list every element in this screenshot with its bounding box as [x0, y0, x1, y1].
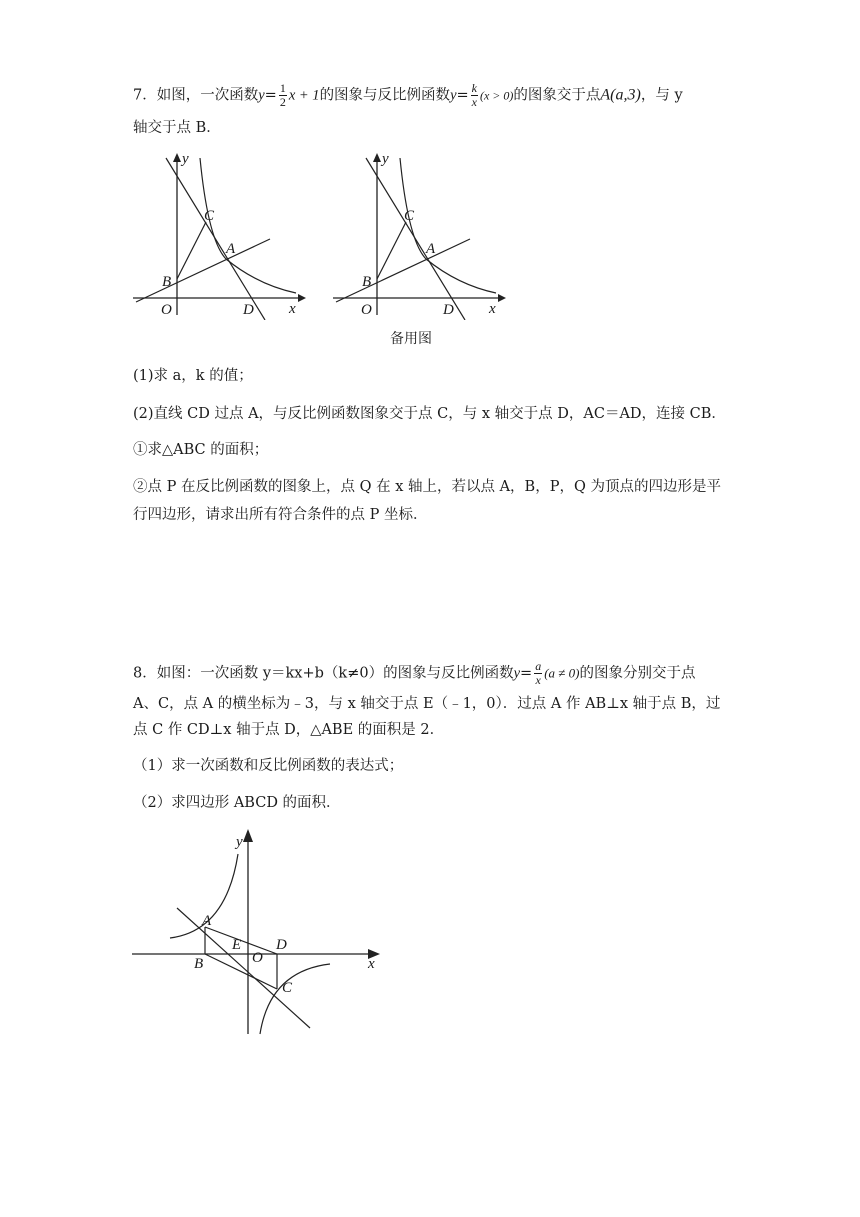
label-y: y — [382, 151, 389, 167]
q8-inverse-fraction — [534, 660, 542, 687]
label-b: B — [162, 274, 172, 290]
label-e: E — [232, 937, 242, 953]
label-a: A — [226, 241, 236, 257]
q7-intro-line — [133, 82, 683, 109]
label-b: B — [194, 956, 204, 972]
label-o: O — [361, 302, 372, 318]
q7-inverse-numerator: k — [471, 81, 477, 95]
label-b: B — [362, 274, 372, 290]
label-c: C — [204, 208, 215, 224]
y-axis-arrow-icon — [373, 153, 381, 162]
q7-inverse-y: y — [450, 87, 457, 104]
q8-inverse-condition: (a ≠ 0) — [544, 665, 580, 681]
q7-intro-line-2: 轴交于点 B． — [133, 120, 221, 136]
inverse-curve-lower — [260, 964, 330, 1034]
y-axis-arrow-icon — [243, 829, 253, 842]
q7-intro-text-c: 的图象交于点 — [513, 87, 601, 104]
x-axis-arrow-icon — [298, 294, 306, 302]
label-a: A — [202, 913, 212, 929]
q7-part-2-2b: 行四边形，请求出所有符合条件的点 P 坐标． — [133, 507, 428, 523]
q7-inverse-fraction — [471, 82, 478, 109]
q7-intro-text-d: ，与 y — [640, 87, 683, 104]
segment-bc — [205, 954, 277, 989]
q7-point-a: A(a,3) — [600, 86, 641, 104]
q7-spare-caption: 备用图 — [390, 331, 432, 347]
q8-intro-line-3: 点 C 作 CD⊥x 轴于点 D，△ABE 的面积是 2． — [133, 722, 445, 738]
segment-bc — [177, 222, 206, 279]
q8-figure — [130, 826, 390, 1038]
q8-intro-text-b: 的图象分别交于点 — [579, 665, 696, 682]
q8-intro-line-2: A、C，点 A 的横坐标为﹣3，与 x 轴交于点 E（﹣1，0）．过点 A 作 AB⊥x 轴于点 B，过 — [133, 696, 721, 712]
q7-linear-y: y — [258, 87, 265, 104]
q7-part-1: (1)求 a，k 的值； — [133, 368, 253, 384]
q7-figure-spare — [328, 150, 508, 320]
label-x: x — [289, 301, 296, 317]
label-c: C — [404, 208, 415, 224]
q7-part-2-1: ①求△ABC 的面积； — [133, 442, 269, 458]
q7-inverse-denominator: x — [471, 95, 477, 109]
label-a: A — [426, 241, 436, 257]
label-y: y — [236, 834, 243, 850]
q7-linear-fraction — [279, 82, 287, 109]
q7-part-2-2a: ②点 P 在反比例函数的图象上，点 Q 在 x 轴上，若以点 A，B，P，Q 为顶点的四边形是平 — [133, 479, 721, 495]
q7-linear-tail: x + 1 — [288, 87, 320, 104]
q7-equals-1: = — [264, 87, 277, 104]
label-o: O — [252, 950, 263, 966]
q8-part-1: （1）求一次函数和反比例函数的表达式； — [133, 758, 404, 774]
q8-intro-text-a: 8．如图：一次函数 y＝kx+b（k≠0）的图象与反比例函数 — [133, 665, 514, 682]
line-cd — [166, 158, 265, 320]
q8-inverse-y: y — [513, 665, 521, 682]
linear-line — [336, 239, 470, 302]
q8-equals: = — [520, 665, 533, 682]
label-d: D — [443, 302, 454, 318]
linear-line — [136, 239, 270, 302]
q7-inverse-condition: (x > 0) — [479, 88, 514, 103]
label-y: y — [182, 151, 189, 167]
q7-part-2: (2)直线 CD 过点 A，与反比例函数图象交于点 C，与 x 轴交于点 D，AC＝AD，连接 CB． — [133, 406, 726, 422]
x-axis-arrow-icon — [498, 294, 506, 302]
label-d: D — [276, 937, 287, 953]
label-x: x — [489, 301, 496, 317]
label-c: C — [282, 980, 293, 996]
q7-intro-text-a: 7．如图，一次函数 — [133, 87, 259, 104]
inverse-curve — [400, 158, 496, 293]
q7-linear-numerator: 1 — [279, 81, 286, 95]
q7-equals-2: = — [456, 87, 469, 104]
q7-figure-main — [128, 150, 308, 320]
label-d: D — [243, 302, 254, 318]
q7-linear-denominator: 2 — [279, 95, 286, 109]
label-x: x — [368, 956, 375, 972]
q8-inverse-denominator: x — [535, 673, 541, 687]
segment-bc — [377, 222, 406, 279]
inverse-curve — [200, 158, 296, 293]
line-cd — [366, 158, 465, 320]
q7-intro-text-b: 的图象与反比例函数 — [319, 87, 451, 104]
q8-intro-line — [133, 660, 695, 687]
y-axis-arrow-icon — [173, 153, 181, 162]
q8-inverse-numerator: a — [535, 659, 542, 673]
label-o: O — [161, 302, 172, 318]
q8-part-2: （2）求四边形 ABCD 的面积． — [133, 795, 341, 811]
